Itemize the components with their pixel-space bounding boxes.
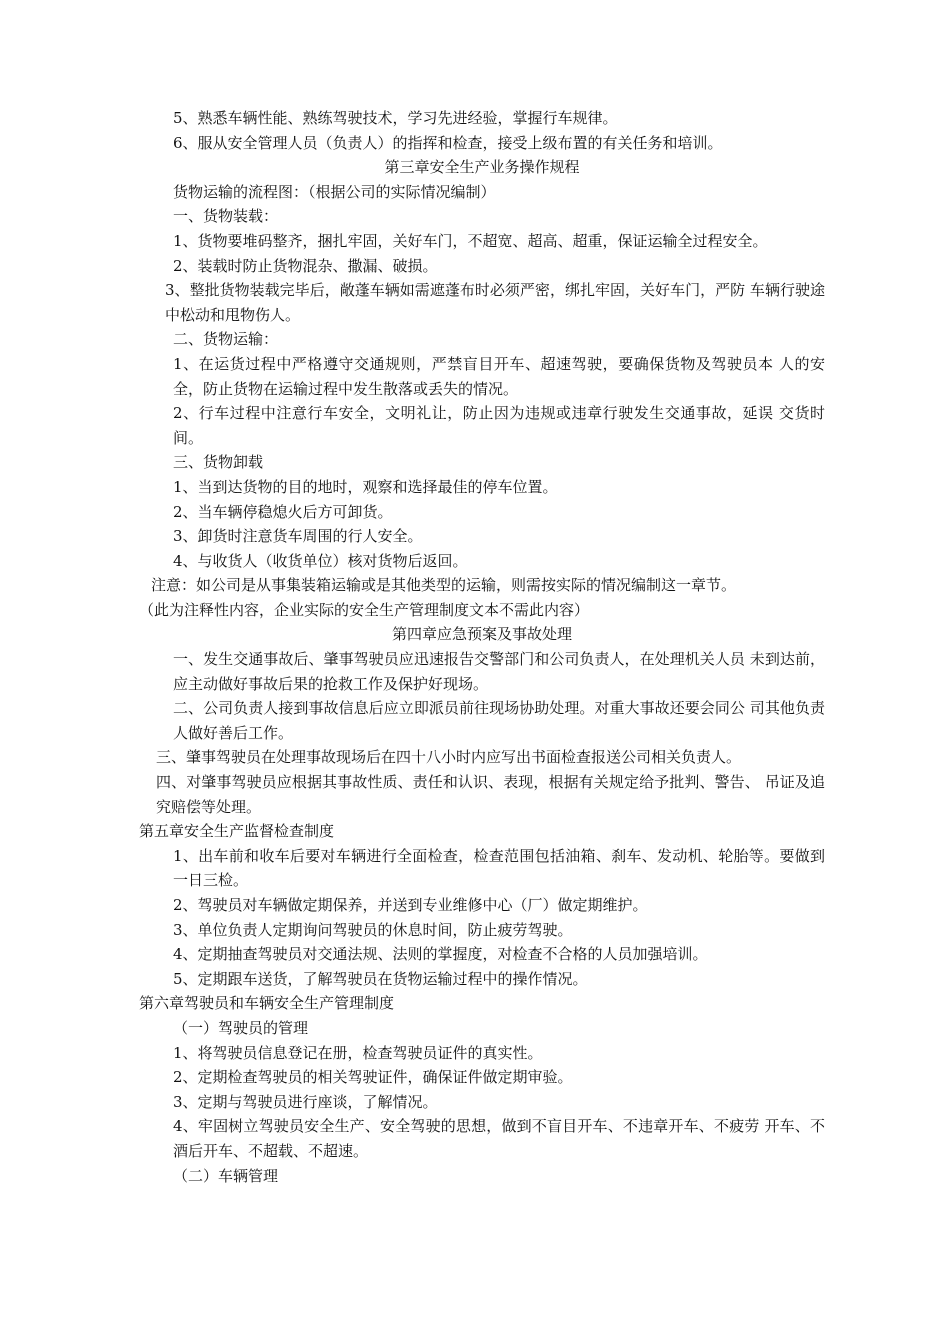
paragraph-line: 5、定期跟车送货，了解驾驶员在货物运输过程中的操作情况。 [173, 969, 588, 988]
paragraph-line: （此为注释性内容，企业实际的安全生产管理制度文本不需此内容） [139, 600, 590, 619]
paragraph-line: 二、货物运输： [173, 330, 279, 349]
paragraph-line: 5、熟悉车辆性能、熟练驾驶技术，学习先进经验，掌握行车规律。 [173, 109, 618, 127]
paragraph-line: （一）驾驶员的管理 [173, 1018, 309, 1037]
paragraph-line: 4、定期抽查驾驶员对交通法规、法则的掌握度，对检查不合格的人员加强培训。 [173, 945, 708, 964]
document-body [139, 106, 825, 1188]
paragraph-line: 1、当到达货物的目的地时，观察和选择最佳的停车位置。 [173, 477, 558, 496]
chapter-heading: 第四章应急预案及事故处理 [391, 625, 572, 644]
paragraph-line: 一、发生交通事故后、肇事驾驶员应迅速报告交警部门和公司负责人，在处理机关人员 未到达前，应主动做好事故后果的抢救工作及保护好现场。 [173, 650, 825, 693]
chapter-heading: 第三章安全生产业务操作规程 [384, 158, 580, 177]
paragraph-line: 2、当车辆停稳熄火后方可卸货。 [173, 502, 393, 521]
paragraph-line: 1、货物要堆码整齐，捆扎牢固，关好车门，不超宽、超高、超重，保证运输全过程安全。 [173, 231, 768, 250]
paragraph-line: 三、货物卸载 [173, 453, 264, 472]
paragraph-line: 2、行车过程中注意行车安全，文明礼让，防止因为违规或违章行驶发生交通事故，延误 交货时间。 [173, 404, 825, 447]
paragraph-line: 3、整批货物装载完毕后，敞蓬车辆如需遮蓬布时必须严密，绑扎牢固，关好车门，严防 车辆行驶途中松动和甩物伤人。 [165, 281, 825, 324]
paragraph-line: 注意：如公司是从事集装箱运输或是其他类型的运输，则需按实际的情况编制这一章节。 [151, 576, 737, 595]
paragraph-line: 4、牢固树立驾驶员安全生产、安全驾驶的思想，做到不盲目开车、不违章开车、不疲劳 开车、不酒后开车、不超载、不超速。 [173, 1117, 825, 1160]
paragraph-line: 4、与收货人（收货单位）核对货物后返回。 [173, 551, 468, 570]
paragraph-line: 3、定期与驾驶员进行座谈，了解情况。 [173, 1092, 438, 1111]
paragraph-line: 三、肇事驾驶员在处理事故现场后在四十八小时内应写出书面检查报送公司相关负责人。 [156, 748, 742, 767]
paragraph-line: 第五章安全生产监督检查制度 [139, 822, 335, 841]
paragraph-line: 2、驾驶员对车辆做定期保养，并送到专业维修中心（厂）做定期维护。 [173, 896, 648, 914]
paragraph-line: 3、单位负责人定期询问驾驶员的休息时间，防止疲劳驾驶。 [173, 920, 573, 939]
paragraph-line: 3、卸货时注意货车周围的行人安全。 [173, 527, 423, 546]
paragraph-line: （二）车辆管理 [173, 1166, 279, 1185]
paragraph-line: 1、将驾驶员信息登记在册，检查驾驶员证件的真实性。 [173, 1043, 543, 1062]
paragraph-line: 货物运输的流程图：（根据公司的实际情况编制） [173, 182, 496, 201]
paragraph-line: 四、对肇事驾驶员应根据其事故性质、责任和认识、表现，根据有关规定给予批判、警告、 吊证及追究赔偿等处理。 [156, 773, 825, 816]
paragraph-line: 第六章驾驶员和车辆安全生产管理制度 [139, 994, 395, 1013]
paragraph-line: 一、货物装载： [173, 207, 279, 226]
paragraph-line: 2、装载时防止货物混杂、撒漏、破损。 [173, 256, 438, 275]
paragraph-line: 二、公司负责人接到事故信息后应立即派员前往现场协助处理。对重大事故还要会同公 司其他负责人做好善后工作。 [173, 699, 825, 742]
paragraph-line: 1、出车前和收车后要对车辆进行全面检查，检查范围包括油箱、刹车、发动机、轮胎等。要做到一日三检。 [173, 846, 825, 890]
paragraph-line: 2、定期检查驾驶员的相关驾驶证件，确保证件做定期审验。 [173, 1068, 573, 1087]
paragraph-line: 6、服从安全管理人员（负责人）的指挥和检查，接受上级布置的有关任务和培训。 [173, 133, 723, 152]
paragraph-line: 1、在运货过程中严格遵守交通规则，严禁盲目开车、超速驾驶，要确保货物及驾驶员本 人的安全，防止货物在运输过程中发生散落或丢失的情况。 [173, 354, 825, 398]
